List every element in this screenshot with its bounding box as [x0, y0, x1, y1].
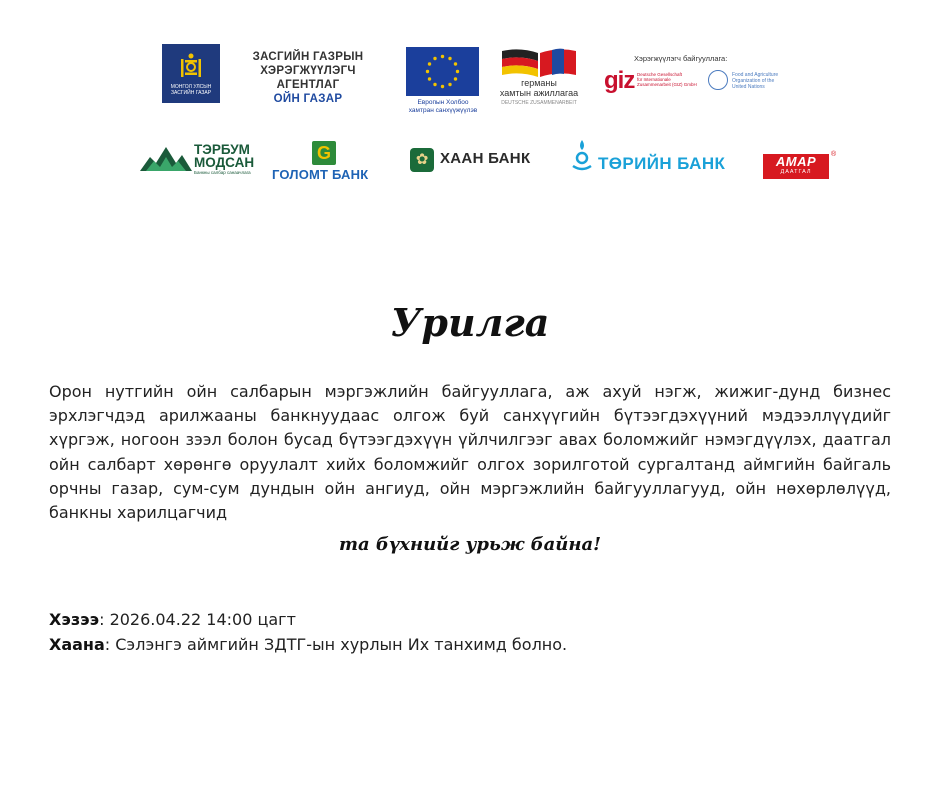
eu-star-icon [428, 62, 431, 65]
gov-emblem-caption: МОНГОЛ УЛСЫН ЗАСГИЙН ГАЗАР [170, 84, 212, 96]
eu-star-icon [454, 62, 457, 65]
where-label: Хаана [49, 635, 105, 654]
event-when [49, 610, 296, 629]
eu-star-icon [448, 83, 451, 86]
eu-star-icon [433, 83, 436, 86]
giz-subtitle: Deutsche Gesellschaft für Internationale Zusammenarbeit (GIZ) GmbH [637, 72, 697, 87]
fao-icon [708, 70, 728, 90]
golomt-g-icon: G [312, 141, 336, 165]
implementing-organization-label: Хэрэгжүүлэгч байгууллага: [634, 54, 728, 63]
fao-name: Food and Agriculture Organization of the United Nations [732, 72, 779, 90]
soyombo-icon [178, 52, 204, 82]
eu-star-icon [448, 57, 451, 60]
khan-bank-icon: ✿ [410, 148, 434, 172]
eu-star-icon [433, 57, 436, 60]
german-mongolian-flag-logo [500, 47, 578, 80]
when-value: : 2026.04.22 14:00 цагт [99, 610, 296, 629]
eu-star-icon [441, 55, 444, 58]
eu-star-icon [441, 85, 444, 88]
eu-star-icon [456, 70, 459, 73]
when-label: Хэзээ [49, 610, 100, 629]
eu-star-icon [428, 77, 431, 80]
terbum-modsan-logo: ТЭРБУМ МОДСАН [194, 142, 255, 170]
where-value: : Сэлэнгэ аймгийн ЗДТГ-ын хурлын Их танхимд болно. [104, 635, 568, 654]
forest-agency-name: ЗАСГИЙН ГАЗРЫН ХЭРЭГЖҮҮЛЭГЧ АГЕНТЛАГ ОЙН ГАЗАР [252, 51, 364, 105]
eu-star-icon [426, 70, 429, 73]
eu-caption: Европын Холбоо хамтран санхүүжүүлэв [408, 99, 478, 114]
mongolia-government-emblem-logo [162, 44, 220, 103]
invitation-body: Орон нутгийн ойн салбарын мэргэжлийн байгууллага, аж ахуй нэгж, жижиг-дунд бизнес эрхлэгчдэд арилжааны банкнуудаас олгож буй санхүүгийн бүтээгдэхүүний мэдээллүүдийг хүргэж, ногоон зээл болон бусад бүтээгдэхүүн үйлчилгээг авах боломжийг нэмэгдүүлэх, даатгал ойн салбарт хөрөнгө оруулалт хийх боломжийг олгох зорилготой сургалтанд аймгийн байгаль орчны газар, сум-сум дундын ойн ангиуд, ойн мэргэжлийн байгууллагууд, ойн нөхөрлөлүүд, банкны харилцагчид [49, 382, 891, 523]
giz-logo: giz [604, 67, 635, 94]
torin-bank-logo: ТӨРИЙН БАНК [598, 154, 726, 173]
invitation-title: Урилга [390, 300, 550, 345]
amar-insurance-logo: АМАР ДААТГАЛ [763, 154, 829, 179]
terbum-mountains-icon [140, 143, 192, 171]
german-cooperation-text: германы хамтын ажиллагаа DEUTSCHE ZUSAMMENARBEIT [499, 78, 579, 106]
invitation-call: та бүхнийг урьж байна! [338, 534, 602, 555]
khan-bank-logo: ХААН БАНК [440, 150, 531, 167]
registered-mark: ® [831, 151, 837, 158]
event-where [49, 635, 567, 654]
eu-flag-logo [406, 47, 479, 96]
eu-star-icon [454, 77, 457, 80]
torin-bank-icon [570, 138, 594, 174]
terbum-subtitle: Банкны салбар санаачлага [194, 170, 251, 175]
golomt-bank-logo: ГОЛОМТ БАНК [272, 167, 369, 182]
